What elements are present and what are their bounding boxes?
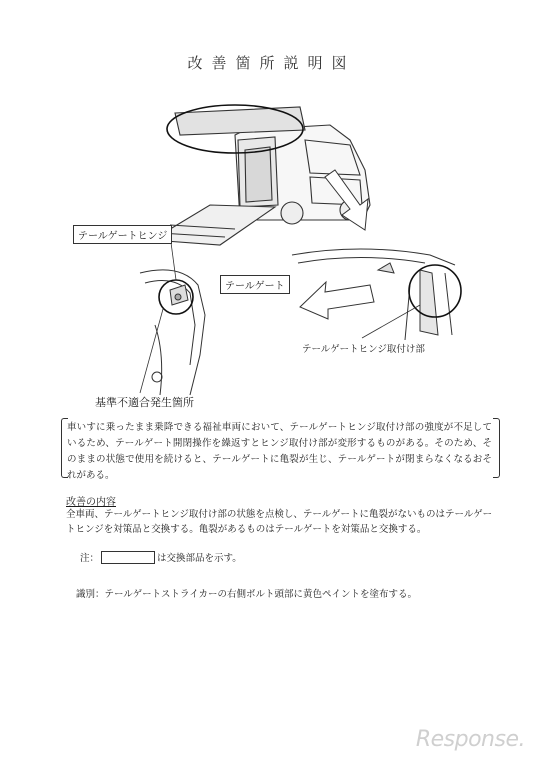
identification: 識別：テールゲートストライカーの右側ボルト頭部に黄色ペイントを塗布する。 bbox=[76, 589, 417, 600]
vehicle-illustration bbox=[60, 95, 480, 415]
leader-mount bbox=[362, 305, 420, 338]
label-hinge-mount: テールゲートヒンジ取付け部 bbox=[302, 344, 425, 355]
response-watermark: Response. bbox=[415, 727, 525, 752]
label-tailgate: テールゲート bbox=[220, 275, 290, 294]
remedy-heading: 改善の内容 bbox=[66, 497, 116, 508]
label-defect-location: 基準不適合発生箇所 bbox=[95, 396, 194, 409]
note-suffix: は交換部品を示す。 bbox=[157, 553, 242, 564]
bracket-right bbox=[493, 418, 500, 478]
page-title: 改善箇所説明図 bbox=[187, 54, 356, 72]
hinge-detail bbox=[140, 270, 205, 395]
label-tailgate-hinge: テールゲートヒンジ bbox=[73, 225, 172, 244]
arrow-left bbox=[300, 282, 374, 319]
defect-description: 車いすに乗ったまま乗降できる福祉車両において、テールゲートヒンジ取付け部の強度が不足しているため、テールゲート開閉操作を繰返すとヒンジ取付け部が変形するものがある。そのため、そのままの状態で使用を続けると、テールゲートに亀裂が生じ、テールゲートが閉まらなくなるおそれがある。 bbox=[67, 422, 492, 481]
note-box bbox=[101, 551, 155, 564]
note-prefix: 注： bbox=[80, 553, 100, 564]
leader-defect bbox=[140, 309, 163, 393]
remedy-body: 全車両、テールゲートヒンジ取付け部の状態を点検し、テールゲートに亀裂がないものはテールゲートヒンジを対策品と交換する。亀裂があるものはテールゲートを対策品と交換する。 bbox=[66, 509, 493, 535]
note bbox=[80, 550, 242, 564]
